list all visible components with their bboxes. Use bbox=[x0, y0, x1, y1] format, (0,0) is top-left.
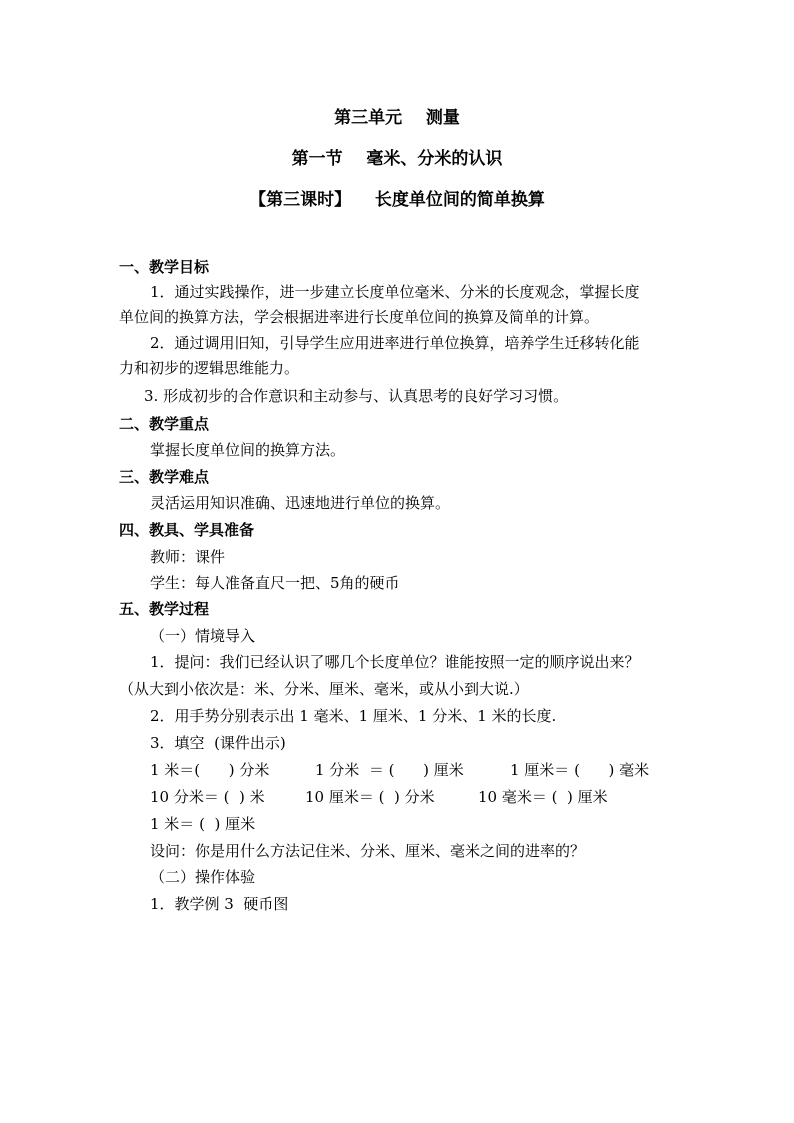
key-point-text: 掌握长度单位间的换算方法。 bbox=[150, 441, 346, 459]
fill-item: 1 厘米＝ ( ) 毫米 bbox=[510, 761, 650, 779]
difficulty-text: 灵活运用知识准确、迅速地进行单位的换算。 bbox=[150, 494, 451, 512]
fill-item: 1 米＝( ) 分米 bbox=[150, 761, 270, 779]
difficulty-heading: 三、教学难点 bbox=[119, 468, 210, 486]
part-2-title: （二）操作体验 bbox=[150, 868, 256, 886]
fill-item: 10 毫米＝ ( ) 厘米 bbox=[478, 788, 608, 806]
fill-row-1 bbox=[150, 759, 670, 781]
example-3: 1．教学例 3 硬币图 bbox=[150, 895, 289, 913]
unit-title: 第三单元 测量 bbox=[334, 108, 460, 128]
goal-2-line-1: 2．通过调用旧知，引导学生应用进率进行单位换算，培养学生迁移转化能 bbox=[150, 334, 640, 352]
key-point-heading: 二、教学重点 bbox=[119, 415, 210, 433]
question-1-line-1: 1．提问：我们已经认识了哪几个长度单位？谁能按照一定的顺序说出来？ bbox=[150, 653, 640, 671]
question-3: 3．填空 (课件出示) bbox=[150, 734, 286, 752]
fill-item: 10 分米＝ ( ) 米 bbox=[150, 788, 265, 806]
fill-item: 10 厘米＝ ( ) 分米 bbox=[305, 788, 435, 806]
fill-row-3: 1 米＝ ( ) 厘米 bbox=[150, 815, 256, 833]
lesson-title: 【第三课时】 长度单位间的简单换算 bbox=[249, 190, 545, 210]
goal-1-line-1: 1．通过实践操作，进一步建立长度单位毫米、分米的长度观念，掌握长度 bbox=[150, 283, 640, 301]
section-title: 第一节 毫米、分米的认识 bbox=[291, 149, 503, 169]
fill-item: 1 分米 ＝ ( ) 厘米 bbox=[315, 761, 464, 779]
goals-heading: 一、教学目标 bbox=[119, 258, 210, 276]
goal-2-line-2: 力和初步的逻辑思维能力。 bbox=[119, 359, 300, 377]
part-1-title: （一）情境导入 bbox=[150, 627, 256, 645]
materials-teacher: 教师：课件 bbox=[150, 548, 226, 566]
materials-student: 学生：每人准备直尺一把、5角的硬币 bbox=[150, 574, 400, 592]
fill-row-2 bbox=[150, 786, 670, 808]
teacher-question: 设问：你是用什么方法记住米、分米、厘米、毫米之间的进率的？ bbox=[150, 842, 586, 860]
question-1-line-2: （从大到小依次是：米、分米、厘米、毫米，或从小到大说.） bbox=[119, 680, 529, 698]
question-2: 2．用手势分别表示出 1 毫米、1 厘米、1 分米、1 米的长度. bbox=[150, 707, 557, 725]
goal-3: 3. 形成初步的合作意识和主动参与、认真思考的良好学习习惯。 bbox=[144, 387, 569, 405]
materials-heading: 四、教具、学具准备 bbox=[119, 521, 255, 539]
goal-1-line-2: 单位间的换算方法，学会根据进率进行长度单位间的换算及简单的计算。 bbox=[119, 308, 600, 326]
process-heading: 五、教学过程 bbox=[119, 600, 210, 618]
